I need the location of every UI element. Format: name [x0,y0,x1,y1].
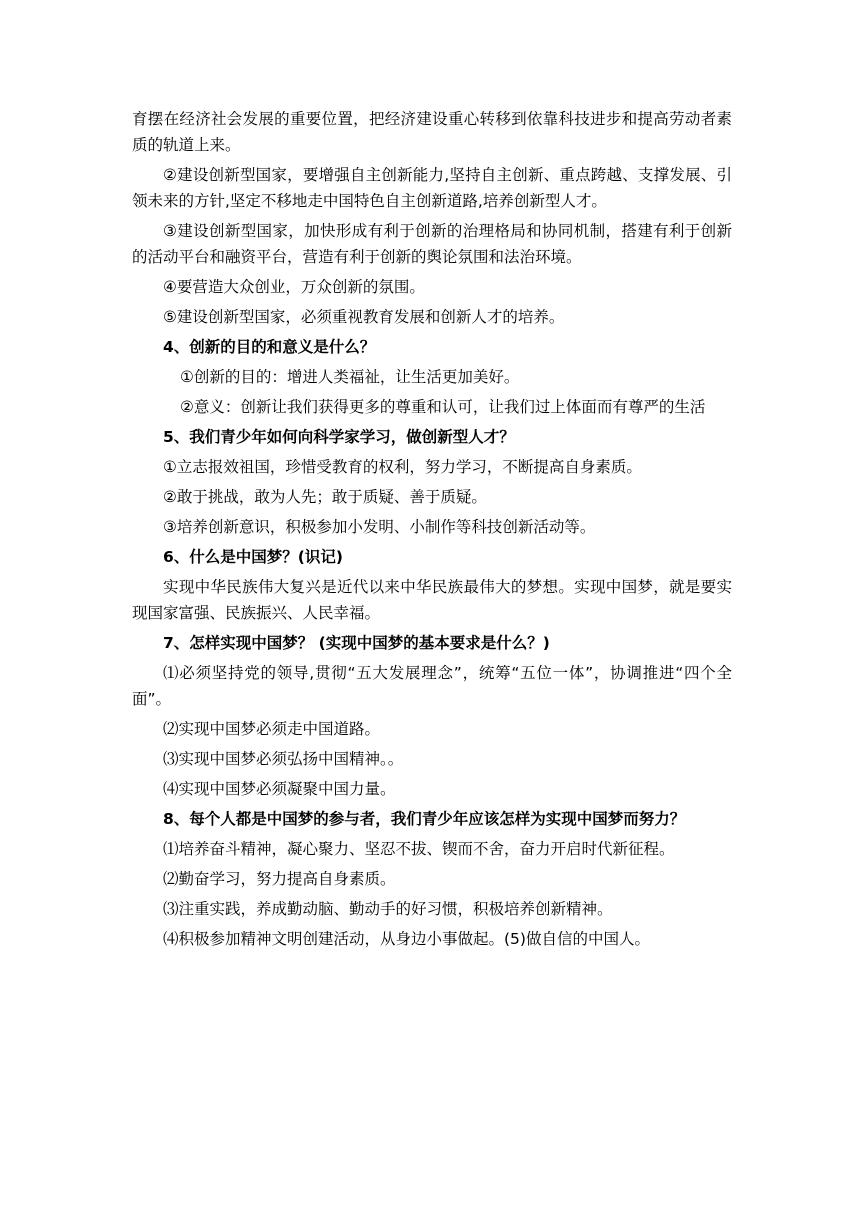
paragraph-china-dream-definition: 实现中华民族伟大复兴是近代以来中华民族最伟大的梦想。实现中国梦，就是要实现国家富强、民族振兴、人民幸福。 [132,578,732,622]
paragraph-civilization-activities: ⑷积极参加精神文明创建活动，从身边小事做起。(5)做自信的中国人。 [163,930,650,948]
paragraph-education-talent: ⑤建设创新型国家，必须重视教育发展和创新人才的培养。 [163,308,565,326]
paragraph-innovation-awareness: ③培养创新意识，积极参加小发明、小制作等科技创新活动等。 [163,518,596,536]
paragraph-education-priority: 育摆在经济社会发展的重要位置，把经济建设重心转移到依靠科技进步和提高劳动者素质的轨道上来。 [132,110,732,154]
question-8-heading: 8、每个人都是中国梦的参与者，我们青少年应该怎样为实现中国梦而努力？ [163,810,686,828]
paragraph-mass-entrepreneurship: ④要营造大众创业，万众创新的氛围。 [163,278,425,296]
question-6-heading: 6、什么是中国梦？(识记) [163,548,343,566]
paragraph-diligent-study: ⑵勤奋学习，努力提高自身素质。 [163,870,396,888]
paragraph-dare-challenge: ②敢于挑战，敢为人先；敢于质疑、善于质疑。 [163,488,487,506]
question-7-heading: 7、怎样实现中国梦？ (实现中国梦的基本要求是什么？) [163,634,550,652]
paragraph-party-leadership: ⑴必须坚持党的领导,贯彻“五大发展理念”，统筹“五位一体”，协调推进“四个全面”。 [132,664,732,708]
paragraph-independent-innovation: ②建设创新型国家，要增强自主创新能力,坚持自主创新、重点跨越、支撑发展、引领未来的方针,坚定不移地走中国特色自主创新道路,培养创新型人才。 [132,166,732,210]
question-4-heading: 4、创新的目的和意义是什么？ [163,338,376,356]
paragraph-practice: ⑶注重实践，养成勤动脑、勤动手的好习惯，积极培养创新精神。 [163,900,613,918]
paragraph-innovation-purpose: ①创新的目的：增进人类福祉，让生活更加美好。 [180,368,520,386]
document-page [132,106,732,956]
paragraph-china-road: ⑵实现中国梦必须走中国道路。 [163,720,381,738]
paragraph-china-spirit: ⑶实现中国梦必须弘扬中国精神。。 [163,750,404,768]
paragraph-struggle-spirit: ⑴培养奋斗精神，凝心聚力、坚忍不拔、锲而不舍，奋力开启时代新征程。 [163,840,675,858]
paragraph-serve-country: ①立志报效祖国，珍惜受教育的权利，努力学习，不断提高自身素质。 [163,458,642,476]
paragraph-china-strength: ⑷实现中国梦必须凝聚中国力量。 [163,780,396,798]
question-5-heading: 5、我们青少年如何向科学家学习，做创新型人才？ [163,428,515,446]
paragraph-innovation-meaning: ②意义：创新让我们获得更多的尊重和认可，让我们过上体面而有尊严的生活 [180,398,706,416]
paragraph-innovation-governance: ③建设创新型国家，加快形成有利于创新的治理格局和协同机制，搭建有利于创新的活动平台和融资平台，营造有利于创新的舆论氛围和法治环境。 [132,222,732,266]
